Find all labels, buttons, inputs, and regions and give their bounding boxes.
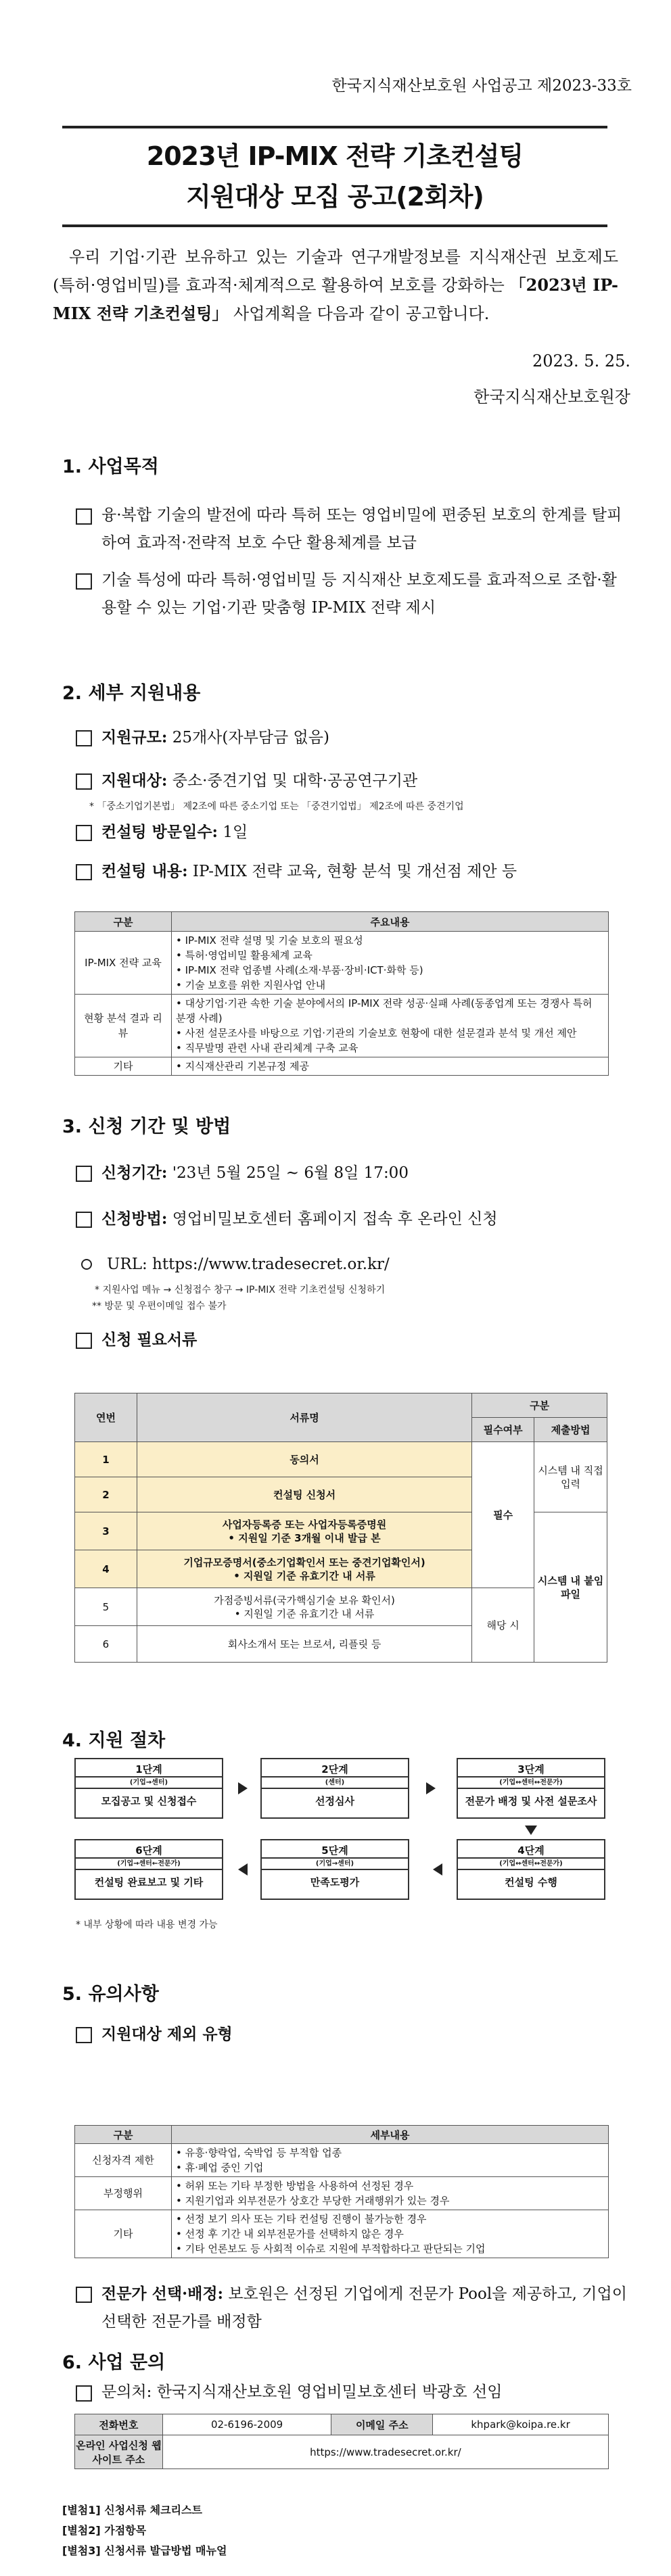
support-scale [76,723,630,752]
docs-label: 신청 필요서류 [101,1331,198,1349]
exclusion-heading [76,2020,630,2049]
list-item: • 선정 후 기간 내 외부전문가를 선택하지 않은 경우 [176,2226,604,2241]
target-value: 중소·중견기업 및 대학·공공연구기관 [172,772,418,790]
intro-text-2: 사업계획을 다음과 같이 공고합니다. [228,304,490,323]
step-name: 컨설팅 수행 [505,1876,557,1888]
apply-url[interactable] [81,1256,390,1273]
checkbox-icon [76,825,92,841]
title-line-2: 지원대상 모집 공고(2회차) [186,182,484,212]
doc-sub: • 지원일 기준 3개월 이내 발급 본 [228,1531,381,1544]
doc-method-file: 시스템 내 붙임파일 [534,1512,607,1663]
doc-name: 사업자등록증 또는 사업자등록증명원 [222,1518,387,1531]
list-item: • 기타 언론보도 등 사회적 이슈로 지원에 부적합하다고 판단되는 기업 [176,2241,604,2256]
target-note-text: 「중소기업기본법」 제2조에 따른 중소기업 또는 「중견기업법」 제2조에 따른 중견기업 [97,801,464,812]
checkbox-icon [76,508,92,525]
doc-name: 기업규모증명서(중소기업확인서 또는 중견기업확인서) [183,1556,425,1569]
contact-line [76,2379,630,2406]
doc-name: 컨설팅 신청서 [137,1477,471,1512]
step-actor: (기업→센터) [76,1778,222,1789]
section-4-title: 4. 지원 절차 [62,1730,166,1751]
annex-2: [별첨2] 가점항목 [62,2524,147,2537]
row-category: 현황 분석 결과 리뷰 [75,995,172,1057]
table-row [75,932,609,995]
step-name: 전문가 배정 및 사전 설문조사 [465,1795,597,1807]
step-actor: (센터) [262,1778,408,1789]
arrow-down-icon [525,1826,537,1835]
step-box-3 [457,1758,605,1819]
checkbox-icon [76,1333,92,1349]
annex-3: [별첨3] 신청서류 발급방법 매뉴얼 [62,2544,227,2557]
step-number: 2단계 [262,1759,408,1778]
table-row [75,1057,609,1076]
apply-period [76,1159,630,1187]
list-item: • 휴·폐업 중인 기업 [176,2160,604,2175]
table-row [75,1442,607,1477]
list-item: • 대상기업·기관 속한 기술 분야에서의 IP-MIX 전략 성공·실패 사례(동종업계 또는 경쟁사 특허 분쟁 사례) [176,996,604,1026]
expert-label: 전문가 선택·배정: [101,2285,224,2303]
doc-name-cell [137,1550,471,1588]
section-6-title: 6. 사업 문의 [62,2352,166,2373]
content-label: 컨설팅 내용: [101,862,188,880]
doc-name: 가점증빙서류(국가핵심기술 보유 확인서) [214,1594,395,1606]
list-item: • 지원기업과 외부전문가 상호간 부당한 거래행위가 있는 경우 [176,2193,604,2208]
step-box-5 [260,1839,409,1900]
email-value[interactable]: khpark@koipa.re.kr [433,2414,609,2435]
doc-name: 회사소개서 또는 브로셔, 리플릿 등 [137,1626,471,1663]
step-name: 만족도평가 [310,1876,360,1888]
table-row [75,2210,609,2258]
step-box-1 [74,1758,223,1819]
target-note: * 「중소기업기본법」 제2조에 따른 중소기업 또는 「중견기업법」 제2조에 따른 중견기업 [89,801,464,812]
purpose-text-2: 기술 특성에 따라 특허·영업비밀 등 지식재산 보호제도를 효과적으로 조합·활용할 수 있는 기업·기관 맞춤형 IP-MIX 전략 제시 [101,571,617,617]
step-actor: (기업↔센터↔전문가) [458,1778,604,1789]
list-item: • 유흥·향락업, 숙박업 등 부적합 업종 [176,2145,604,2160]
period-value: '23년 5월 25일 ~ 6월 8일 17:00 [172,1164,409,1182]
row-category: 기타 [75,1057,172,1076]
table-header: 구분 [75,2126,172,2144]
table-header-row [75,912,609,932]
annex-1: [별첨1] 신청서류 체크리스트 [62,2504,202,2517]
section-1-title: 1. 사업목적 [62,456,159,477]
doc-name-cell [137,1512,471,1550]
list-item: • 사전 설문조사를 바탕으로 기업·기관의 기술보호 현황에 대한 설문결과 분석 및 개선 제안 [176,1026,604,1041]
method-label: 신청방법: [101,1210,168,1228]
support-target [76,767,630,795]
doc-required: 필수 [472,1442,534,1588]
step-actor: (기업↔센터↔전문가) [458,1859,604,1870]
checkbox-icon [76,2027,92,2043]
step-number: 6단계 [76,1840,222,1859]
method-value: 영업비밀보호센터 홈페이지 접속 후 온라인 신청 [172,1210,498,1228]
site-label: 온라인 사업신청 웹사이트 주소 [75,2435,163,2469]
table-row [75,2144,609,2177]
consult-content [76,857,630,886]
arrow-right-icon [426,1782,436,1794]
checkbox-icon [76,864,92,880]
list-item: • 선정 보기 의사 또는 기타 컨설팅 진행이 불가능한 경우 [176,2212,604,2226]
procedure-note: * 내부 상황에 따라 내용 변경 가능 [76,1919,218,1930]
arrow-left-icon [433,1863,442,1876]
checkbox-icon [76,2287,92,2303]
row-category: 신청자격 제한 [75,2144,172,2177]
doc-no: 2 [75,1477,137,1512]
step-actor: (기업→센터) [262,1859,408,1870]
required-docs-table [74,1393,607,1663]
step-name: 선정심사 [315,1795,354,1807]
doc-method-input: 시스템 내 직접입력 [534,1442,607,1512]
checkbox-icon [76,773,92,790]
consult-content-table [74,911,609,1076]
list-item: • IP-MIX 전략 설명 및 기술 보호의 필요성 [176,933,604,948]
doc-no: 4 [75,1550,137,1588]
step-number: 3단계 [458,1759,604,1778]
exclusion-label: 지원대상 제외 유형 [101,2025,233,2043]
list-item: • IP-MIX 전략 업종별 사례(소재·부품·장비·ICT·화학 등) [176,963,604,978]
checkbox-icon [76,1212,92,1228]
table-header: 주요내용 [172,912,609,932]
doc-no: 3 [75,1512,137,1550]
arrow-right-icon [238,1782,248,1794]
checkbox-icon [76,573,92,590]
purpose-item-1 [76,502,630,557]
apply-method [76,1205,630,1233]
docs-header-name: 서류명 [137,1393,471,1442]
phone-value: 02-6196-2009 [162,2414,331,2435]
step-number: 1단계 [76,1759,222,1778]
url-text[interactable]: URL: https://www.tradesecret.or.kr/ [107,1256,390,1273]
apply-note-1: * 지원사업 메뉴 → 신청접수 창구 → IP-MIX 전략 기초컨설팅 신청하기 [95,1285,386,1295]
contact-text: 문의처: 한국지식재산보호원 영업비밀보호센터 박광호 선임 [101,2383,503,2401]
phone-label: 전화번호 [75,2414,163,2435]
scale-value: 25개사(자부담금 없음) [172,729,329,746]
doc-optional: 해당 시 [472,1588,534,1663]
expert-assignment [76,2280,630,2336]
arrow-left-icon [238,1863,248,1876]
intro-paragraph [53,243,618,328]
step-name: 컨설팅 완료보고 및 기타 [94,1876,204,1888]
visit-label: 컨설팅 방문일수: [101,823,218,841]
section-5-title: 5. 유의사항 [62,1984,159,2005]
docs-header-submit: 제출방법 [534,1418,607,1442]
list-item: • 특허·영업비밀 활용체계 교육 [176,948,604,963]
intro-text-1: 우리 기업·기관 보유하고 있는 기술과 연구개발정보를 지식재산권 보호제도(특허·영업비밀)를 효과적·체계적으로 활용하여 보호를 강화하는 [53,247,618,295]
doc-name: 동의서 [137,1442,471,1477]
purpose-item-2 [76,567,630,622]
docs-header-no: 연번 [75,1393,137,1442]
table-header-row [75,2126,609,2144]
email-label: 이메일 주소 [331,2414,433,2435]
step-box-6 [74,1839,223,1900]
scale-label: 지원규모: [101,728,168,746]
title-box [62,126,607,227]
list-item: • 기술 보호를 위한 지원사업 안내 [176,978,604,993]
apply-note-2: ** 방문 및 우편이메일 접수 불가 [92,1301,227,1312]
checkbox-icon [76,730,92,746]
step-number: 4단계 [458,1840,604,1859]
issuer: 한국지식재산보호원장 [473,387,630,406]
bullet-circle-icon [81,1259,92,1270]
checkbox-icon [76,1166,92,1182]
expert-value: 보호원은 선정된 기업에게 전문가 Pool을 제공하고, 기업이 선택한 전문가를 배정함 [101,2285,627,2331]
doc-no: 5 [75,1588,137,1626]
doc-sub: • 지원일 기준 유효기간 내 서류 [234,1607,375,1620]
docs-header-group: 구분 [472,1393,607,1418]
row-category: IP-MIX 전략 교육 [75,932,172,995]
doc-no: 1 [75,1442,137,1477]
table-row [75,995,609,1057]
section-3-title: 3. 신청 기간 및 방법 [62,1116,231,1137]
contact-table [74,2414,609,2469]
checkbox-icon [76,2385,92,2402]
site-value[interactable]: https://www.tradesecret.or.kr/ [162,2435,608,2469]
doc-name-cell [137,1588,471,1626]
section-2-title: 2. 세부 지원내용 [62,683,201,704]
notice-date: 2023. 5. 25. [532,352,630,371]
doc-sub: • 지원일 기준 유효기간 내 서류 [233,1569,375,1582]
step-name: 모집공고 및 신청접수 [101,1795,197,1807]
row-category: 기타 [75,2210,172,2258]
step-box-2 [260,1758,409,1819]
list-item: • 직무발명 관련 사내 관리체계 구축 교육 [176,1041,604,1055]
docs-heading [76,1326,630,1354]
notice-number: 한국지식재산보호원 사업공고 제2023-33호 [331,77,632,95]
visit-days [76,818,630,846]
title-line-1: 2023년 IP-MIX 전략 기초컨설팅 [146,141,524,171]
table-row [75,2177,609,2210]
target-label: 지원대상: [101,771,168,790]
row-category: 부정행위 [75,2177,172,2210]
visit-value: 1일 [223,824,248,841]
docs-header-required: 필수여부 [472,1418,534,1442]
exclusion-table [74,2125,609,2258]
list-item: • 지식재산관리 기본규정 제공 [176,1059,604,1074]
table-row [75,1588,607,1626]
content-value: IP-MIX 전략 교육, 현황 분석 및 개선점 제안 등 [192,863,517,880]
table-header: 구분 [75,912,172,932]
doc-no: 6 [75,1626,137,1663]
intro-project-name: 「2023년 IP-MIX 전략 기초컨설팅」 [53,275,618,323]
period-label: 신청기간: [101,1164,168,1182]
table-header: 세부내용 [172,2126,609,2144]
step-actor: (기업→센터←전문가) [76,1859,222,1870]
list-item: • 허위 또는 기타 부정한 방법을 사용하여 선정된 경우 [176,2178,604,2193]
step-box-4 [457,1839,605,1900]
step-number: 5단계 [262,1840,408,1859]
purpose-text-1: 융·복합 기술의 발전에 따라 특허 또는 영업비밀에 편중된 보호의 한계를 탈피하여 효과적·전략적 보호 수단 활용체계를 보급 [101,506,622,552]
